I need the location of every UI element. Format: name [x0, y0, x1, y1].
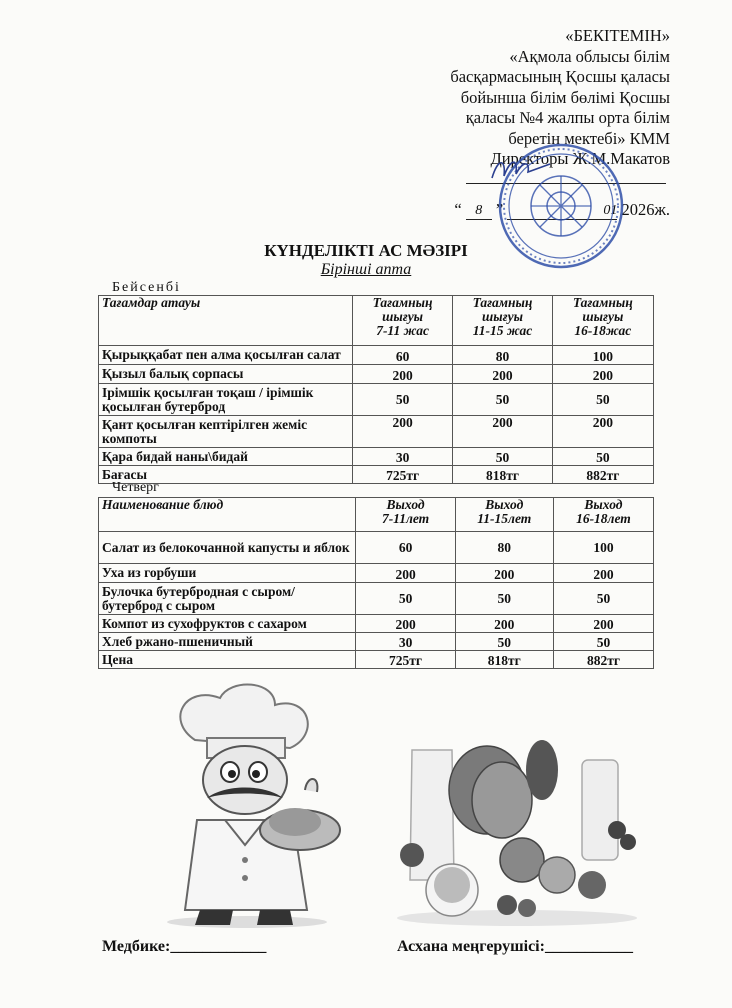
kitchen-head-signature-field: Асхана меңгерушісі:___________ — [397, 938, 633, 955]
portion-11-15: 200 — [453, 416, 552, 448]
portion-11-15: 50 — [455, 583, 553, 615]
price-11-15: 818тг — [455, 651, 553, 669]
header-cell: Тағамның шығуы 7-11 жас — [352, 296, 452, 346]
approval-line: беретін мектебі» КММ — [508, 128, 670, 148]
portion-11-15: 80 — [455, 532, 553, 564]
portion-16-18: 200 — [552, 365, 653, 384]
portion-7-11: 60 — [356, 532, 455, 564]
dish-name: Қырыққабат пен алма қосылған салат — [99, 346, 353, 365]
date-year: 2026ж. — [621, 200, 670, 219]
dish-name: Салат из белокочанной капусты и яблок — [99, 532, 356, 564]
portion-7-11: 30 — [356, 633, 455, 651]
approval-line: «БЕКІТЕМІН» — [565, 26, 670, 45]
header-cell: Выход 7-11лет — [356, 498, 455, 532]
table-row — [99, 633, 654, 651]
approval-line: «Ақмола облысы білім — [509, 46, 670, 66]
portion-7-11: 50 — [356, 583, 455, 615]
price-11-15: 818тг — [453, 466, 552, 484]
nurse-signature-field: Медбике:____________ — [102, 938, 267, 955]
menu-table-kz — [98, 295, 654, 484]
portion-16-18: 200 — [553, 564, 653, 583]
portion-11-15: 50 — [453, 448, 552, 466]
dish-name: Булочка бутербродная с сыром/бутерброд с сыром — [99, 583, 356, 615]
dish-name: Компот из сухофруктов с сахаром — [99, 615, 356, 633]
portion-16-18: 50 — [552, 384, 653, 416]
director-signature — [488, 150, 558, 186]
table-header-row — [99, 498, 654, 532]
table-row — [99, 448, 654, 466]
price-row — [99, 651, 654, 669]
day-label-ru: Четверг — [112, 480, 159, 495]
table-header-row — [99, 296, 654, 346]
header-cell: Выход 11-15лет — [455, 498, 553, 532]
portion-16-18: 200 — [553, 615, 653, 633]
portion-11-15: 50 — [455, 633, 553, 651]
portion-7-11: 200 — [356, 615, 455, 633]
header-cell: Наименование блюд — [99, 498, 356, 532]
dish-name: Хлеб ржано-пшеничный — [99, 633, 356, 651]
table-row — [99, 564, 654, 583]
table-row — [99, 615, 654, 633]
portion-11-15: 80 — [453, 346, 552, 365]
date-quote-open: “ — [454, 200, 462, 219]
dish-name: Уха из горбуши — [99, 564, 356, 583]
portion-11-15: 50 — [453, 384, 552, 416]
portion-16-18: 50 — [553, 583, 653, 615]
portion-7-11: 50 — [352, 384, 452, 416]
table-row — [99, 346, 654, 365]
portion-7-11: 200 — [352, 416, 452, 448]
approval-line: бойынша білім бөлімі Қосшы — [460, 87, 670, 107]
portion-16-18: 200 — [552, 416, 653, 448]
header-cell: Тағамның шығуы 11-15 жас — [453, 296, 552, 346]
portion-7-11: 200 — [352, 365, 452, 384]
dish-name: Қара бидай наны\бидай — [99, 448, 353, 466]
portion-16-18: 100 — [552, 346, 653, 365]
header-cell: Тағамның шығуы 16-18жас — [552, 296, 653, 346]
price-7-11: 725тг — [356, 651, 455, 669]
portion-11-15: 200 — [455, 564, 553, 583]
week-subtitle: Бірінші апта — [320, 261, 412, 278]
date-day: 8 — [466, 203, 492, 220]
portion-16-18: 100 — [553, 532, 653, 564]
portion-7-11: 200 — [356, 564, 455, 583]
price-16-18: 882тг — [553, 651, 653, 669]
menu-table-ru — [98, 497, 654, 669]
portion-11-15: 200 — [455, 615, 553, 633]
table-row — [99, 416, 654, 448]
portion-7-11: 60 — [352, 346, 452, 365]
price-16-18: 882тг — [552, 466, 653, 484]
header-cell: Выход 16-18лет — [553, 498, 653, 532]
approval-line: қаласы №4 жалпы орта білім — [465, 108, 670, 127]
price-7-11: 725тг — [352, 466, 452, 484]
dish-name: Қант қосылған кептірілген жеміс компоты — [99, 416, 353, 448]
table-row — [99, 532, 654, 564]
table-row — [99, 384, 654, 416]
approval-line: басқармасының Қосшы қаласы — [450, 67, 670, 86]
price-label: Бағасы — [99, 466, 353, 484]
portion-11-15: 200 — [453, 365, 552, 384]
food-illustration — [392, 730, 642, 930]
price-label: Цена — [99, 651, 356, 669]
dish-name: Қызыл балық сорпасы — [99, 365, 353, 384]
portion-16-18: 50 — [552, 448, 653, 466]
chef-illustration — [125, 680, 375, 930]
portion-7-11: 30 — [352, 448, 452, 466]
portion-16-18: 50 — [553, 633, 653, 651]
page-title: КҮНДЕЛІКТІ АС МӘЗІРІ — [264, 241, 468, 260]
director-line: Директоры Ж.М.Макатов — [490, 149, 670, 168]
price-row — [99, 466, 654, 484]
date-quote-close: ” — [495, 200, 504, 219]
table-row — [99, 583, 654, 615]
table-row — [99, 365, 654, 384]
dish-name: Ірімшік қосылған тоқаш / ірімшік қосылған бутерброд — [99, 384, 353, 416]
day-label-kz: Бейсенбі — [112, 280, 181, 295]
header-cell: Тағамдар атауы — [99, 296, 353, 346]
date-month: 01 — [507, 203, 617, 220]
